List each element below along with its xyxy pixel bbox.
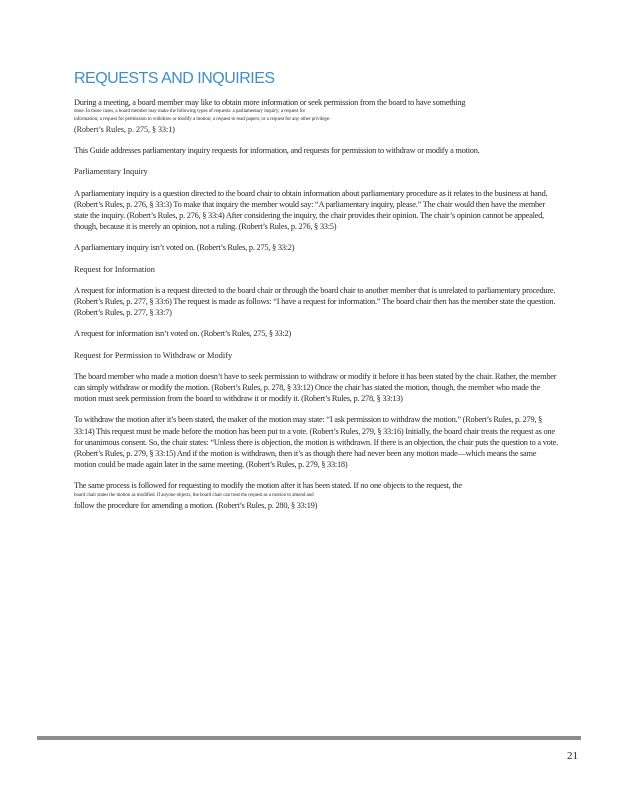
parliamentary-inquiry-vote-paragraph: A parliamentary inquiry isn’t voted on. (Robert’s Rules, p. 275, § 33:2) (74, 243, 295, 253)
heading-parliamentary-inquiry: Parliamentary Inquiry (74, 167, 148, 177)
withdraw-paragraph-1: The board member who made a motion doesn’t have to seek permission to withdraw or modify it before it has been stated by the chair. Rather, the member can simply withdraw or modify the motion. (Robert’s Rules, p. 278, § 33:12) Once the chair has stated the motion, though, the member who made the motion must seek permission from the board to withdraw it or modify it. (Robert’s Rules, p. 278, § 33:13) (74, 371, 557, 404)
withdraw-paragraph-2: To withdraw the motion after it’s been stated, the maker of the motion may state: “I ask permission to withdraw the motion.” (Robert’s Rules, p. 279, § 33:14) This request must be made before the motion has been put to a vote. (Robert’s Rules, 279, § 33:16) Initially, the board chair treats the request as one for unanimous consent. So, the chair states: “Unless there is objection, the motion is withdrawn. If there is an objection, the chair puts the question to a vote. (Robert’s Rules, p. 279, § 33:15) And if the motion is withdrawn, then it’s as though there had never been any motion made—which means the same motion could be made again later in the same meeting. (Robert’s Rules, p. 279, § 33:18) (74, 415, 558, 470)
request-information-paragraph: A request for information is a request directed to the board chair or through the board chair to another member that is unrelated to parliamentary procedure. (Robert’s Rules, p. 277, § 33:6) The request is made as follows: “I have a request for information.” The board chair then has the member state the question. (Robert’s Rules, p. 277, § 33:7) (74, 285, 556, 318)
parliamentary-inquiry-paragraph: A parliamentary inquiry is a question directed to the board chair to obtain information about parliamentary procedure as it relates to the business at hand. (Robert’s Rules, p. 276, § 33:3) To make that inquiry the member would say: “A parliamentary inquiry, please.” The chair would then have the member state the inquiry. (Robert’s Rules, p. 276, § 33:4) After considering the inquiry, the chair provides their opinion. The chair’s opinion cannot be appealed, though, because it is merely an opinion, not a ruling. (Robert’s Rules, p. 276, § 33:5) (74, 188, 548, 232)
modify-line-1: The same process is followed for requesting to modify the motion after it has been stated. If no one objects to the request, the (74, 481, 462, 491)
intro-citation: (Robert’s Rules, p. 275, § 33:1) (74, 125, 175, 135)
heading-request-for-information: Request for Information (74, 264, 155, 274)
footer-rule (37, 736, 581, 740)
intro-small-line-1: done. In those cases, a board member may make the following types of requests: a parliamentary inquiry; a request for (74, 109, 306, 115)
page-number: 21 (567, 750, 578, 762)
intro-line: During a meeting, a board member may like to obtain more information or seek permission from the board to have something (74, 98, 466, 107)
modify-line-2: follow the procedure for amending a motion. (Robert’s Rules, p. 280, § 33:19) (74, 500, 318, 510)
intro-small-line-2: information; a request for permission to withdraw or modify a motion; a request to read papers; or a request for any other privilege. (74, 117, 331, 123)
page-content (74, 97, 560, 511)
modify-small-line: board chair states the motion as modified. If anyone objects, the board chair can treat the request as a motion to amend and (74, 492, 314, 498)
guide-paragraph: This Guide addresses parliamentary inquiry requests for information, and requests for permission to withdraw or modify a motion. (74, 146, 480, 156)
page-title: REQUESTS AND INQUIRIES (74, 70, 275, 87)
heading-request-withdraw-modify: Request for Permission to Withdraw or Modify (74, 350, 233, 360)
request-information-vote-paragraph: A request for information isn’t voted on. (Robert’s Rules, 275, § 33:2) (74, 329, 292, 339)
